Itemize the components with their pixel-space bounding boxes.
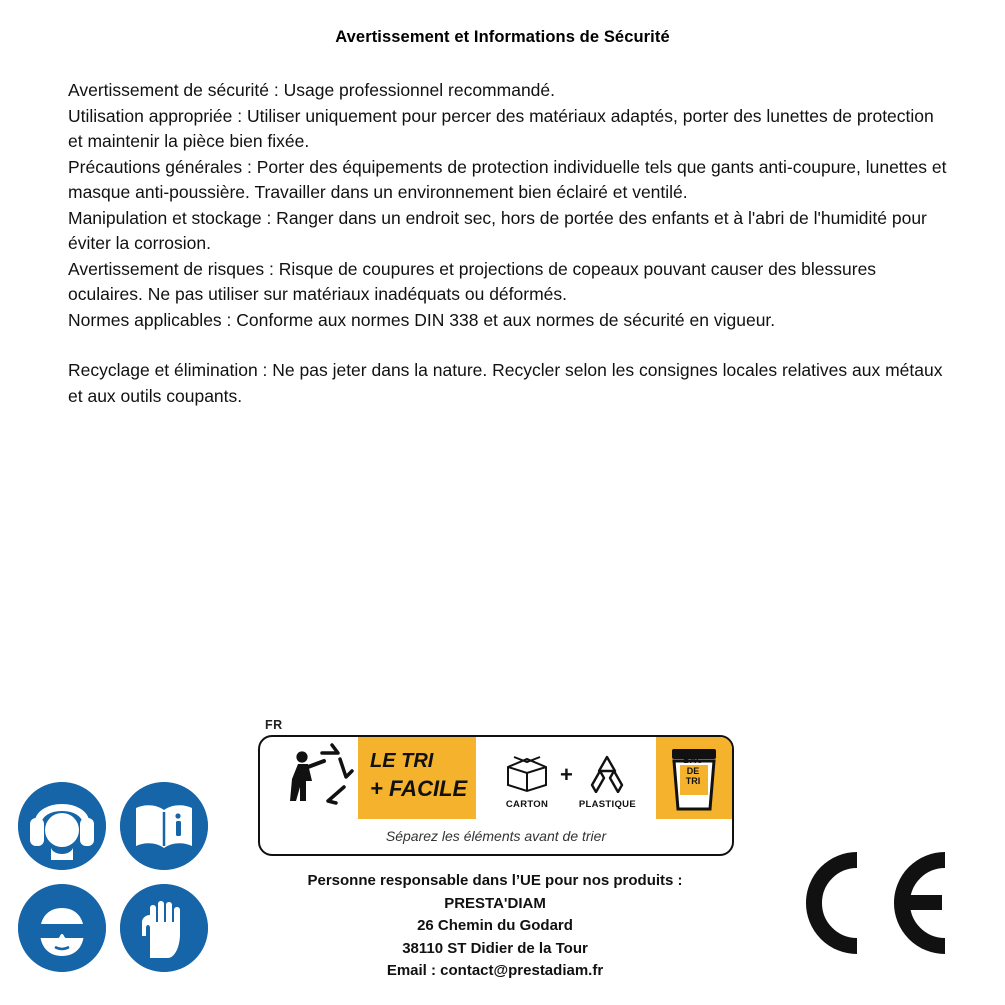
triman-bin-line1: BAC — [683, 755, 703, 765]
paragraph-handling-storage: Manipulation et stockage : Ranger dans un endroit sec, hors de portée des enfants et à l'abri de l'humidité pour éviter la corrosion. — [68, 207, 927, 253]
responsible-city: 38110 ST Didier de la Tour — [402, 939, 588, 957]
responsible-company-name: PRESTA'DIAM — [444, 894, 546, 912]
triman-box — [258, 735, 734, 856]
page-title: Avertissement et Informations de Sécurité — [335, 28, 670, 46]
triman-item-plastique — [579, 751, 636, 810]
paragraph-risk-warning: Avertissement de risques : Risque de coupures et projections de copeaux pouvant causer des blessures oculaires. Ne pas utiliser sur matériaux inadéquats ou déformés. — [68, 258, 877, 304]
triman-bin — [660, 743, 728, 815]
triman-headline-line1: LE TRI — [370, 750, 434, 772]
responsible-email: Email : contact@prestadiam.fr — [386, 962, 604, 979]
triman-packaging-items — [482, 743, 654, 817]
triman-headline — [370, 747, 474, 803]
paragraph-recycling: Recyclage et élimination : Ne pas jeter dans la nature. Recycler selon les consignes locales relatives aux métaux et aux outils coupants. — [68, 360, 943, 406]
carton-box-icon — [500, 751, 554, 793]
read-manual-icon — [120, 782, 208, 870]
safety-information-text — [68, 78, 948, 409]
paragraph-applicable-standards: Normes applicables : Conforme aux normes DIN 338 et aux normes de sécurité en vigueur. — [68, 309, 776, 330]
triman-bin-line3: TRI — [685, 776, 701, 786]
triman-separator: + — [560, 762, 573, 787]
triman-item-carton-caption: CARTON — [505, 798, 549, 810]
ear-protection-icon — [18, 782, 106, 870]
triman-footer-text: Séparez les éléments avant de trier — [385, 827, 607, 844]
responsible-line-intro: Personne responsable dans l’UE pour nos produits : — [307, 872, 683, 889]
paragraph-general-precautions: Précautions générales : Porter des équipements de protection individuelle tels que gants anti-coupure, lunettes et masque anti-poussière. Travailler dans un environnement bien éclairé et ventilé. — [68, 156, 947, 202]
hand-protection-icon — [120, 884, 208, 972]
mandatory-action-pictograms — [18, 782, 214, 978]
ce-mark-icon — [795, 848, 955, 958]
responsible-street: 26 Chemin du Godard — [417, 917, 573, 934]
paragraph-appropriate-use: Utilisation appropriée : Utiliser uniquement pour percer des matériaux adaptés, porter des lunettes de protection et maintenir la pièce bien fixée. — [68, 105, 934, 151]
triman-bin-label — [674, 755, 712, 787]
triman-figure-icon — [268, 743, 354, 815]
eye-protection-icon — [18, 884, 106, 972]
triman-headline-line2: + FACILE — [370, 776, 468, 801]
triman-language-tag: FR — [265, 718, 283, 732]
triman-item-carton — [500, 751, 554, 810]
responsible-person-block — [215, 870, 775, 983]
triman-recycling-banner — [258, 718, 730, 853]
triman-bin-line2: DE — [686, 765, 700, 776]
recycling-loop-icon — [580, 751, 634, 793]
triman-item-plastique-caption: PLASTIQUE — [578, 798, 636, 810]
paragraph-safety-warning: Avertissement de sécurité : Usage professionnel recommandé. — [68, 80, 556, 100]
